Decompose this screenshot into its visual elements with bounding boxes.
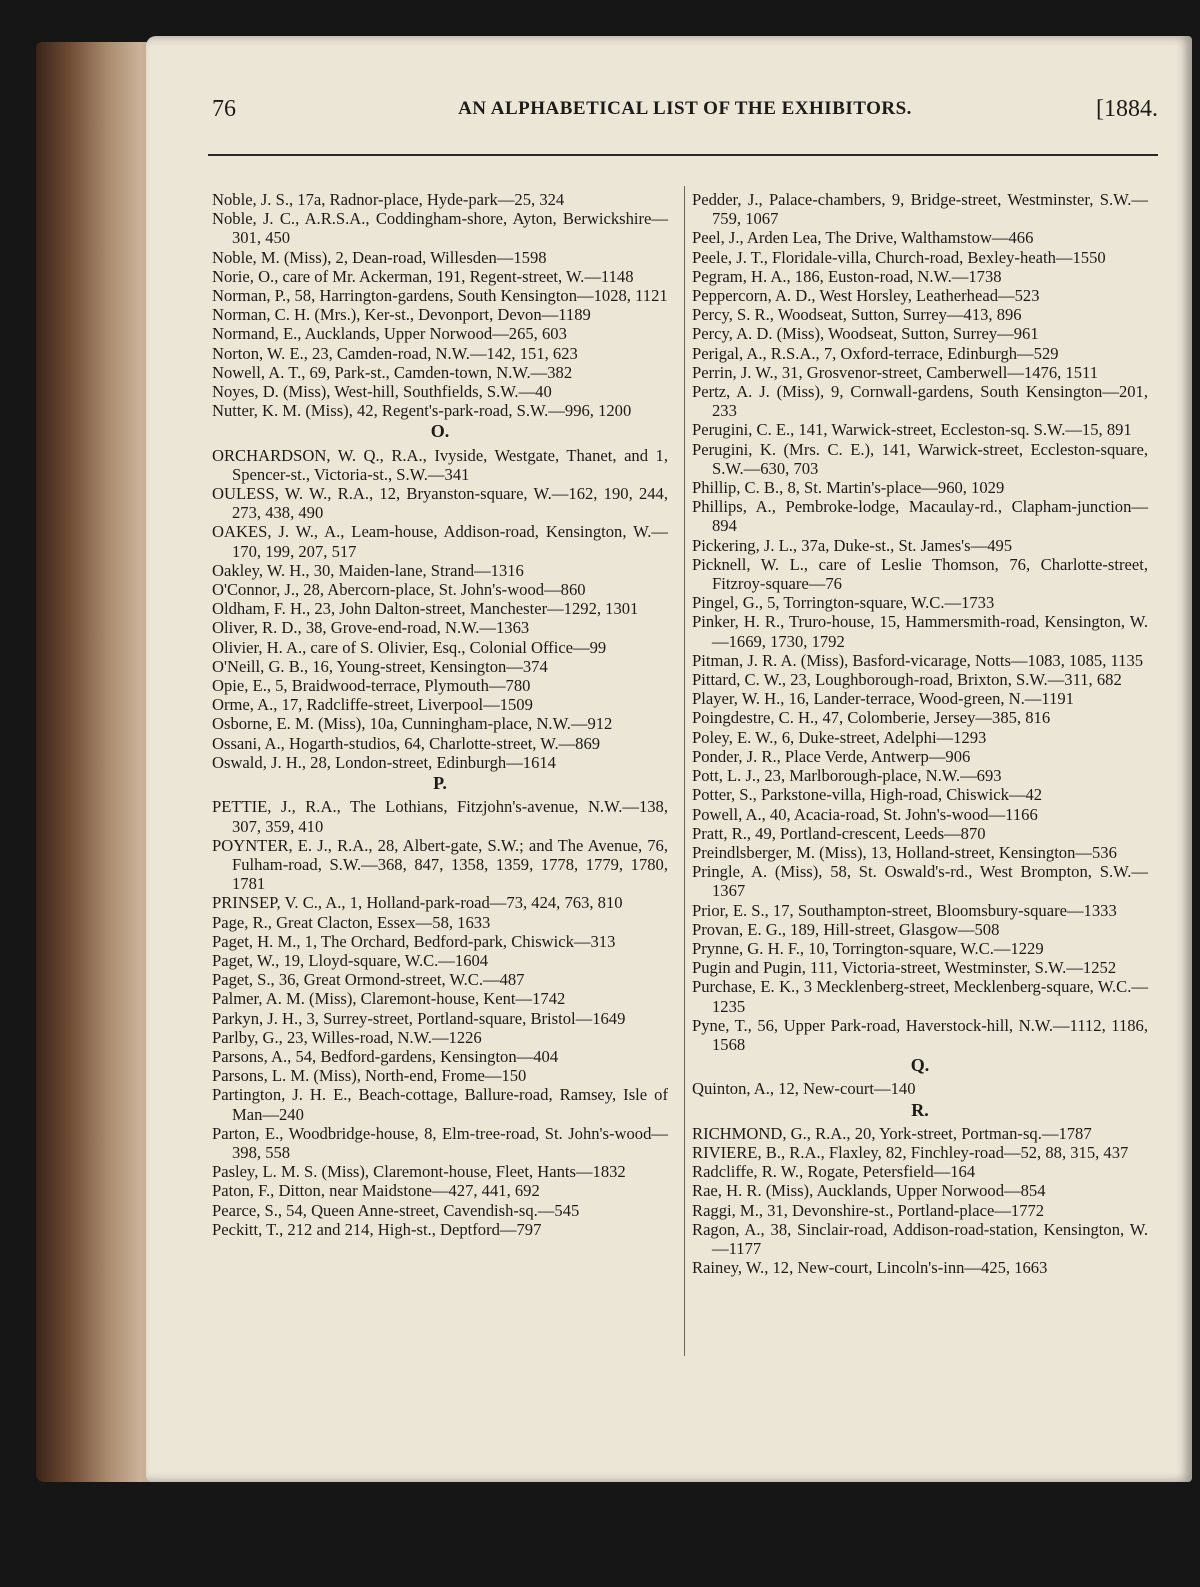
exhibitor-entry: Oldham, F. H., 23, John Dalton-street, Manchester—1292, 1301 <box>212 599 639 619</box>
exhibitor-entry: ORCHARDSON, W. Q., R.A., Ivyside, Westgate, Thanet, and 1, Spencer-st., Victoria-st., S.W.—341 <box>212 445 668 484</box>
exhibitor-entry: POYNTER, E. J., R.A., 28, Albert-gate, S.W.; and The Avenue, 76, Fulham-road, S.W.—368, 847, 1358, 1359, 1778, 1779, 1780, 1781 <box>212 835 668 894</box>
exhibitor-entry: Ossani, A., Hogarth-studios, 64, Charlotte-street, W.—869 <box>212 733 601 753</box>
exhibitor-entry: Parsons, L. M. (Miss), North-end, Frome—150 <box>212 1066 527 1086</box>
exhibitor-entry: Peppercorn, A. D., West Horsley, Leatherhead—523 <box>692 286 1040 306</box>
exhibitor-entry: Percy, S. R., Woodseat, Sutton, Surrey—413, 896 <box>692 305 1022 325</box>
exhibitor-entry: Paton, F., Ditton, near Maidstone—427, 441, 692 <box>212 1181 540 1201</box>
exhibitor-entry: Preindlsberger, M. (Miss), 13, Holland-street, Kensington—536 <box>692 842 1117 862</box>
exhibitor-entry: Noble, J. S., 17a, Radnor-place, Hyde-park—25, 324 <box>212 190 565 209</box>
exhibitor-entry: Noyes, D. (Miss), West-hill, Southfields, S.W.—40 <box>212 382 552 402</box>
exhibitor-entry: Perigal, A., R.S.A., 7, Oxford-terrace, Edinburgh—529 <box>692 343 1059 363</box>
exhibitor-entry: Pickering, J. L., 37a, Duke-st., St. James's—495 <box>692 535 1013 555</box>
exhibitor-entry: Pegram, H. A., 186, Euston-road, N.W.—1738 <box>692 266 1002 286</box>
exhibitor-entry: Pittard, C. W., 23, Loughborough-road, Brixton, S.W.—311, 682 <box>692 670 1122 690</box>
exhibitor-entry: Prynne, G. H. F., 10, Torrington-square, W.C.—1229 <box>692 938 1044 958</box>
exhibitor-entry: Percy, A. D. (Miss), Woodseat, Sutton, Surrey—961 <box>692 324 1039 344</box>
section-letter-heading: R. <box>911 1099 929 1120</box>
exhibitor-entry: Pyne, T., 56, Upper Park-road, Haverstock-hill, N.W.—1112, 1186, 1568 <box>692 1015 1148 1054</box>
exhibitor-entry: Parlby, G., 23, Willes-road, N.W.—1226 <box>212 1027 482 1047</box>
exhibitor-entry: Raggi, M., 31, Devonshire-st., Portland-place—1772 <box>692 1200 1045 1220</box>
exhibitor-entry: Noble, M. (Miss), 2, Dean-road, Willesden—1598 <box>212 247 547 267</box>
exhibitor-entry: Poingdestre, C. H., 47, Colomberie, Jersey—385, 816 <box>692 708 1051 728</box>
exhibitor-entry: OAKES, J. W., A., Leam-house, Addison-road, Kensington, W.—170, 199, 207, 517 <box>212 522 668 561</box>
exhibitor-entry: Pitman, J. R. A. (Miss), Basford-vicarage, Notts—1083, 1085, 1135 <box>692 650 1144 670</box>
exhibitor-entry: Osborne, E. M. (Miss), 10a, Cunningham-place, N.W.—912 <box>212 714 613 734</box>
page-header <box>212 96 1158 132</box>
exhibitor-entry: Phillips, A., Pembroke-lodge, Macaulay-rd., Clapham-junction—894 <box>692 497 1148 536</box>
exhibitor-entry: Poley, E. W., 6, Duke-street, Adelphi—1293 <box>692 727 987 747</box>
right-column <box>692 190 1148 1277</box>
book-page <box>146 36 1192 1482</box>
exhibitor-entry: Perrin, J. W., 31, Grosvenor-street, Camberwell—1476, 1511 <box>692 362 1098 382</box>
exhibitor-entry: Pugin and Pugin, 111, Victoria-street, Westminster, S.W.—1252 <box>692 958 1117 978</box>
exhibitor-entry: Purchase, E. K., 3 Mecklenberg-street, Mecklenberg-square, W.C.—1235 <box>692 977 1148 1016</box>
exhibitor-entry: Quinton, A., 12, New-court—140 <box>692 1079 916 1099</box>
exhibitor-entry: Pratt, R., 49, Portland-crescent, Leeds—870 <box>692 823 986 843</box>
exhibitor-entry: O'Neill, G. B., 16, Young-street, Kensington—374 <box>212 656 548 676</box>
exhibitor-entry: Peel, J., Arden Lea, The Drive, Walthamstow—466 <box>692 228 1034 248</box>
exhibitor-entry: Page, R., Great Clacton, Essex—58, 1633 <box>212 912 491 932</box>
exhibitor-entry: Nutter, K. M. (Miss), 42, Regent's-park-road, S.W.—996, 1200 <box>212 401 632 421</box>
exhibitor-entry: Prior, E. S., 17, Southampton-street, Bloomsbury-square—1333 <box>692 900 1117 920</box>
exhibitor-entry: Pott, L. J., 23, Marlborough-place, N.W.—693 <box>692 766 1002 786</box>
exhibitor-entry: Rae, H. R. (Miss), Aucklands, Upper Norwood—854 <box>692 1181 1046 1201</box>
exhibitor-entry: Pasley, L. M. S. (Miss), Claremont-house, Fleet, Hants—1832 <box>212 1162 626 1182</box>
exhibitor-entry: Player, W. H., 16, Lander-terrace, Wood-green, N.—1191 <box>692 689 1074 709</box>
exhibitor-entry: Powell, A., 40, Acacia-road, St. John's-wood—1166 <box>692 804 1038 824</box>
exhibitor-entry: Orme, A., 17, Radcliffe-street, Liverpool—1509 <box>212 695 533 715</box>
exhibitor-entry: Phillip, C. B., 8, St. Martin's-place—960, 1029 <box>692 478 1005 498</box>
exhibitor-entry: Paget, S., 36, Great Ormond-street, W.C.—487 <box>212 970 525 990</box>
section-letter-heading: Q. <box>910 1055 930 1076</box>
exhibitor-entry: RIVIERE, B., R.A., Flaxley, 82, Finchley-road—52, 88, 315, 437 <box>692 1142 1129 1162</box>
left-column <box>212 190 668 1239</box>
exhibitor-entry: Pringle, A. (Miss), 58, St. Oswald's-rd., West Brompton, S.W.—1367 <box>692 862 1148 901</box>
exhibitor-entry: Pedder, J., Palace-chambers, 9, Bridge-street, Westminster, S.W.—759, 1067 <box>692 190 1148 229</box>
exhibitor-entry: Norman, C. H. (Mrs.), Ker-st., Devonport, Devon—1189 <box>212 305 591 325</box>
exhibitor-entry: Pinker, H. R., Truro-house, 15, Hammersmith-road, Kensington, W.—1669, 1730, 1792 <box>692 612 1148 651</box>
exhibitor-entry: Potter, S., Parkstone-villa, High-road, Chiswick—42 <box>692 785 1043 805</box>
exhibitor-entry: Provan, E. G., 189, Hill-street, Glasgow—508 <box>692 919 1000 939</box>
exhibitor-entry: OULESS, W. W., R.A., 12, Bryanston-square, W.—162, 190, 244, 273, 438, 490 <box>212 484 668 523</box>
exhibitor-entry: Picknell, W. L., care of Leslie Thomson, 76, Charlotte-street, Fitzroy-square—76 <box>692 554 1148 594</box>
exhibitor-entry: Pertz, A. J. (Miss), 9, Cornwall-gardens, South Kensington—201, 233 <box>692 382 1148 421</box>
exhibitor-entry: Palmer, A. M. (Miss), Claremont-house, Kent—1742 <box>212 989 566 1009</box>
exhibitor-entry: Oakley, W. H., 30, Maiden-lane, Strand—1316 <box>212 560 524 580</box>
exhibitor-entry: Pearce, S., 54, Queen Anne-street, Cavendish-sq.—545 <box>212 1200 580 1220</box>
page-year: [1884. <box>1096 96 1158 122</box>
page-number: 76 <box>212 96 236 122</box>
page-title: AN ALPHABETICAL LIST OF THE EXHIBITORS. <box>458 98 912 119</box>
exhibitor-entry: Paget, H. M., 1, The Orchard, Bedford-park, Chiswick—313 <box>212 931 616 951</box>
exhibitor-entry: Peckitt, T., 212 and 214, High-st., Deptford—797 <box>212 1219 542 1239</box>
column-divider <box>684 186 685 1356</box>
exhibitor-entry: Norton, W. E., 23, Camden-road, N.W.—142, 151, 623 <box>212 343 578 363</box>
section-letter-heading: O. <box>430 421 450 442</box>
exhibitor-entry: O'Connor, J., 28, Abercorn-place, St. John's-wood—860 <box>212 580 586 600</box>
exhibitor-entry: Rainey, W., 12, New-court, Lincoln's-inn—425, 1663 <box>692 1258 1048 1278</box>
exhibitor-entry: Parkyn, J. H., 3, Surrey-street, Portland-square, Bristol—1649 <box>212 1008 626 1028</box>
exhibitor-entry: RICHMOND, G., R.A., 20, York-street, Portman-sq.—1787 <box>692 1123 1092 1143</box>
exhibitor-entry: Perugini, K. (Mrs. C. E.), 141, Warwick-street, Eccleston-square, S.W.—630, 703 <box>692 439 1148 478</box>
exhibitor-entry: PRINSEP, V. C., A., 1, Holland-park-road—73, 424, 763, 810 <box>212 893 623 913</box>
exhibitor-entry: Olivier, H. A., care of S. Olivier, Esq., Colonial Office—99 <box>212 637 607 657</box>
exhibitor-entry: Parsons, A., 54, Bedford-gardens, Kensington—404 <box>212 1046 559 1066</box>
exhibitor-entry: Perugini, C. E., 141, Warwick-street, Eccleston-sq. S.W.—15, 891 <box>692 420 1132 440</box>
exhibitor-entry: Radcliffe, R. W., Rogate, Petersfield—164 <box>692 1162 976 1182</box>
exhibitor-entry: PETTIE, J., R.A., The Lothians, Fitzjohn's-avenue, N.W.—138, 307, 359, 410 <box>212 797 668 836</box>
exhibitor-entry: Partington, J. H. E., Beach-cottage, Ballure-road, Ramsey, Isle of Man—240 <box>212 1085 668 1124</box>
exhibitor-entry: Oliver, R. D., 38, Grove-end-road, N.W.—1363 <box>212 618 530 638</box>
section-letter-heading: P. <box>433 773 447 794</box>
exhibitor-entry: Parton, E., Woodbridge-house, 8, Elm-tree-road, St. John's-wood—398, 558 <box>212 1123 668 1162</box>
exhibitor-entry: Norman, P., 58, Harrington-gardens, South Kensington—1028, 1121 <box>212 286 668 306</box>
exhibitor-entry: Oswald, J. H., 28, London-street, Edinburgh—1614 <box>212 752 556 772</box>
exhibitor-entry: Opie, E., 5, Braidwood-terrace, Plymouth—780 <box>212 676 531 696</box>
exhibitor-entry: Nowell, A. T., 69, Park-st., Camden-town, N.W.—382 <box>212 362 573 382</box>
exhibitor-entry: Noble, J. C., A.R.S.A., Coddingham-shore, Ayton, Berwickshire—301, 450 <box>212 209 668 248</box>
exhibitor-entry: Normand, E., Aucklands, Upper Norwood—265, 603 <box>212 324 567 344</box>
exhibitor-entry: Pingel, G., 5, Torrington-square, W.C.—1733 <box>692 593 995 613</box>
exhibitor-entry: Ragon, A., 38, Sinclair-road, Addison-road-station, Kensington, W.—1177 <box>692 1219 1148 1258</box>
exhibitor-entry: Ponder, J. R., Place Verde, Antwerp—906 <box>692 746 971 766</box>
exhibitor-entry: Norie, O., care of Mr. Ackerman, 191, Regent-street, W.—1148 <box>212 266 634 286</box>
exhibitor-entry: Paget, W., 19, Lloyd-square, W.C.—1604 <box>212 950 489 970</box>
exhibitor-entry: Peele, J. T., Floridale-villa, Church-road, Bexley-heath—1550 <box>692 247 1106 267</box>
header-rule <box>208 154 1158 156</box>
